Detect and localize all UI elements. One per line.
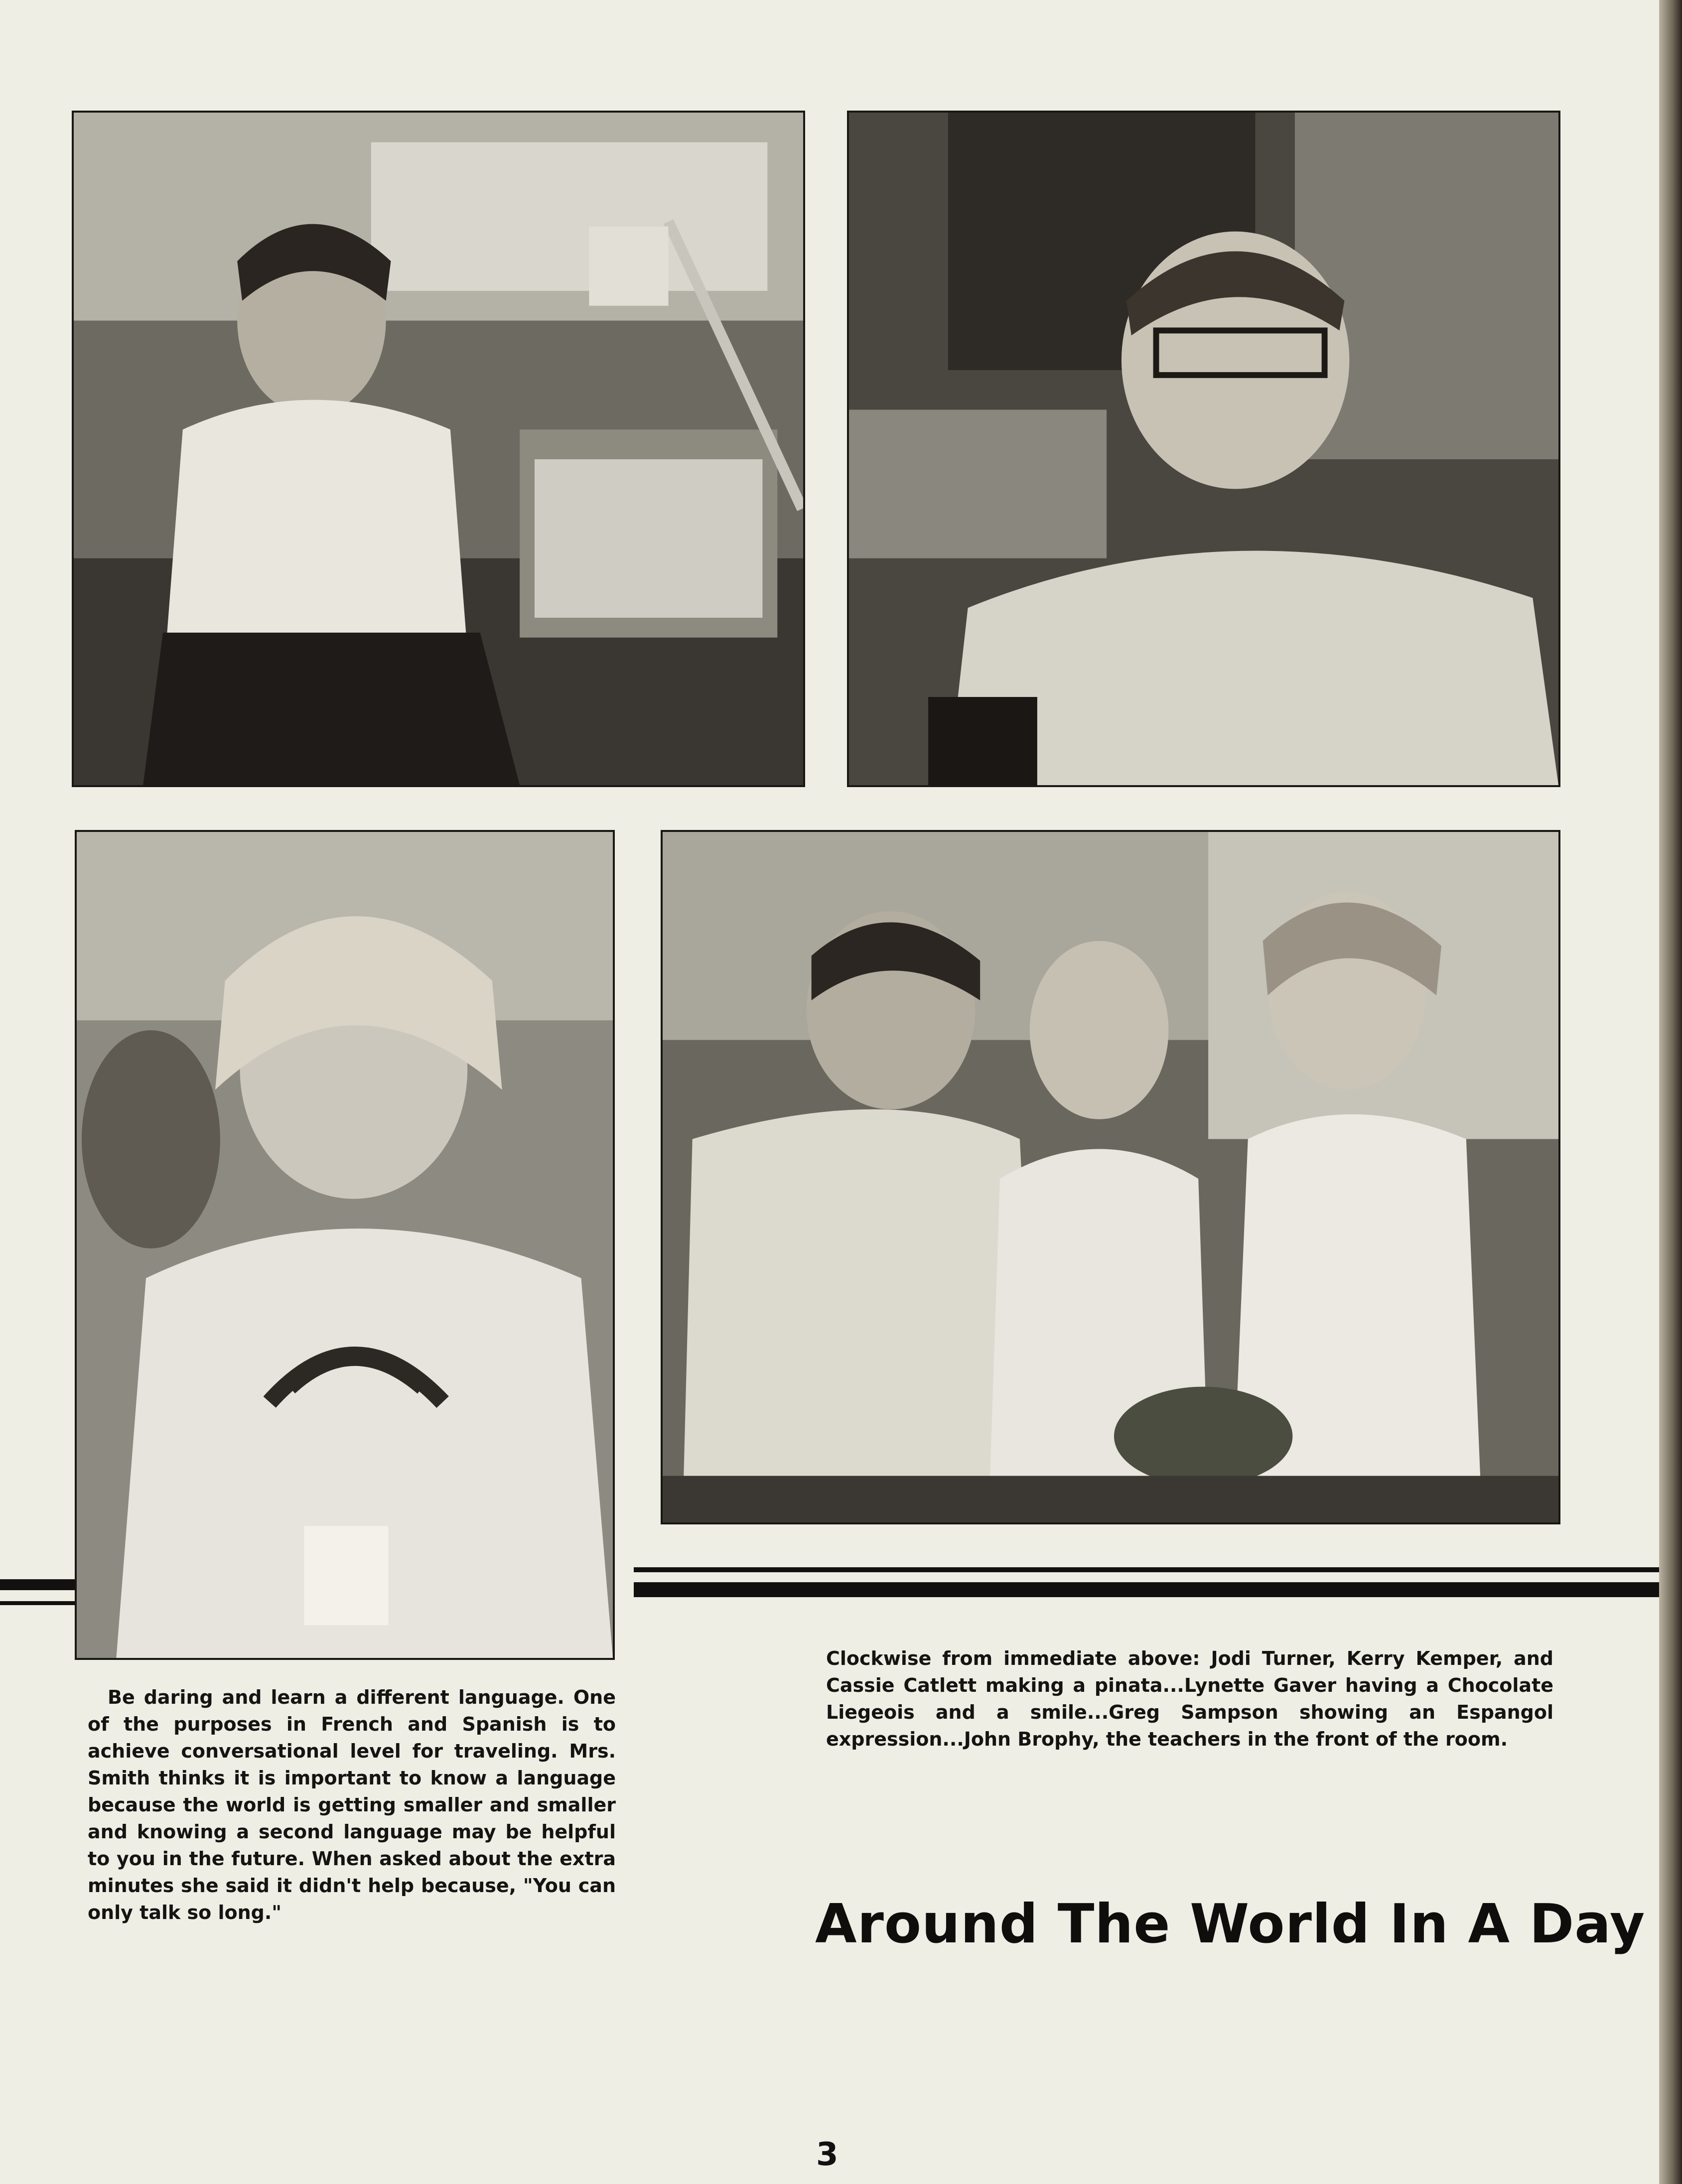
- left-rule-thick: [0, 1579, 75, 1590]
- page-title: Around The World In A Day: [815, 1893, 1646, 1955]
- page-edge-shadow: [1659, 0, 1682, 2184]
- photo-top-left: [72, 111, 805, 787]
- right-rule-thick: [634, 1582, 1664, 1597]
- caption-left: Be daring and learn a different language. One of the purposes in French and Spanish is to achieve conversational level for traveling. Mrs. Smith thinks it is important to know a language because the world is getting smaller and smaller and knowing a second language may be helpful to you in the future. When asked about the extra minutes she said it didn't help because, "You can only talk so long.": [88, 1686, 616, 1923]
- caption-right: Clockwise from immediate above: Jodi Turner, Kerry Kemper, and Cassie Catlett making a pinata...Lynette Gaver having a Chocolate Liegeois and a smile...Greg Sampson showing an Espangol expression...John Brophy, the teachers in the front of the room.: [826, 1647, 1553, 1750]
- right-rule-thin: [634, 1567, 1664, 1572]
- photo-bottom-right: [661, 830, 1560, 1524]
- photo-bottom-right-image: [663, 832, 1558, 1522]
- photo-bottom-left: [75, 830, 615, 1660]
- photo-top-right: [847, 111, 1560, 787]
- page-number: 3: [816, 2136, 839, 2173]
- photo-top-left-image: [74, 113, 803, 785]
- photo-top-right-image: [849, 113, 1558, 785]
- photo-bottom-left-image: [77, 832, 613, 1658]
- left-rule-thin: [0, 1601, 75, 1605]
